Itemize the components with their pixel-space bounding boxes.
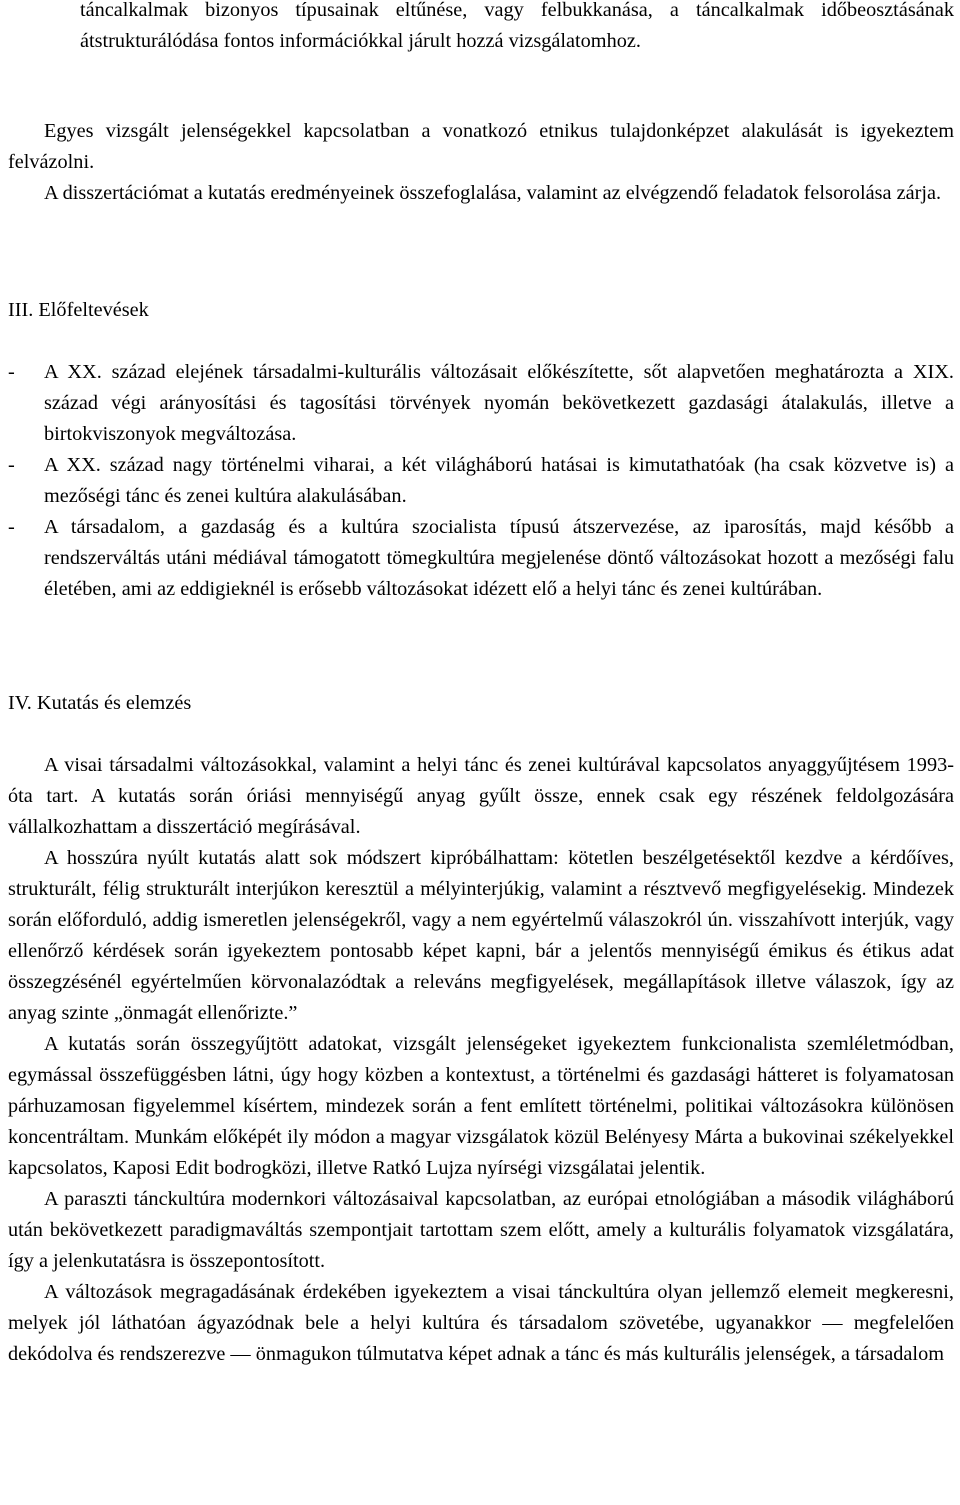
list-item — [8, 357, 954, 450]
intro-continuation-block — [80, 0, 954, 57]
list-item — [8, 450, 954, 512]
body-paragraph: A változások megragadásának érdekében igyekeztem a visai tánckultúra olyan jellemző elemeit megkeresni, melyek jól láthatóan ágyazódnak bele a helyi kultúra és társadalom szövetébe, ugyanakkor — megfelelően dekódolva és rendszerezve — önmagukon túlmutatva képet adnak a tánc és más kulturális jelenségek, a társadalom — [8, 1281, 954, 1365]
bullet-dash: - — [8, 454, 15, 476]
assumptions-list — [8, 357, 954, 605]
list-item-text: A társadalom, a gazdaság és a kultúra szocialista típusú átszervezése, az iparosítás, majd később a rendszerváltás utáni médiával támogatott tömegkultúra megjelenése döntő változásokat hozott a mezőségi falu életében, ami az eddigieknél is erősebb változásokat idézett elő a helyi tánc és zenei kultúrában. — [44, 516, 954, 600]
body-paragraph: A kutatás során összegyűjtött adatokat, vizsgált jelenségeket igyekeztem funkcionalista szemléletmódban, egymással összefüggésben látni, úgy hogy közben a kontextust, a történelmi és gazdasági hátteret is folyamatosan párhuzamosan figyelemmel kísértem, mindezek során a fent említett történelmi, politikai változásokra különösen koncentráltam. Munkám előképét ily módon a magyar vizsgálatok közül Belényesy Márta a bukovinai székelyekkel kapcsolatos, Kaposi Edit bodrogközi, illetve Ratkó Lujza nyírségi vizsgálatai jelentik. — [8, 1033, 954, 1179]
section-3-heading: III. Előfeltevések — [8, 299, 149, 321]
bullet-dash: - — [8, 516, 15, 538]
intro-continuation-text: táncalkalmak bizonyos típusainak eltűnése, vagy felbukkanása, a táncalkalmak időbeosztásának átstrukturálódása fontos információkkal járult hozzá vizsgálatomhoz. — [80, 0, 954, 52]
list-item-text: A XX. század elejének társadalmi-kulturális változásait előkészítette, sőt alapvetően meghatározta a XIX. század végi arányosítási és tagosítási törvények nyomán bekövetkezett gazdasági átalakulás, illetve a birtokviszonyok megváltozása. — [44, 361, 954, 445]
body-paragraph: A visai társadalmi változásokkal, valamint a helyi tánc és zenei kultúrával kapcsolatos anyaggyűjtésem 1993-óta tart. A kutatás során óriási mennyiségű anyag gyűlt össze, ennek csak egy részének feldolgozására vállalkozhattam a disszertáció megírásával. — [8, 754, 954, 838]
body-paragraph: A hosszúra nyúlt kutatás alatt sok módszert kipróbálhattam: kötetlen beszélgetésektől kezdve a kérdőíves, strukturált, félig strukturált interjúkon keresztül a mélyinterjúkig, valamint a résztvevő megfigyelésekig. Mindezek során előforduló, addig ismeretlen jelenségekről, vagy a nem egyértelmű válaszokról ún. visszahívott interjúk, vagy ellenőrző kérdések során igyekeztem pontosabb képet kapni, bár a jelentős mennyiségű émikus és étikus adat összegzésénél egyértelműen körvonalazódtak a releváns megfigyelések, megállapítások illetve válaszok, így az anyag szinte „önmagát ellenőrizte.” — [8, 847, 954, 1024]
intro-paragraph: Egyes vizsgált jelenségekkel kapcsolatban a vonatkozó etnikus tulajdonképzet alakulását is igyekeztem felvázolni. — [8, 120, 954, 173]
body-paragraph: A paraszti tánckultúra modernkori változásaival kapcsolatban, az európai etnológiában a második világháború után bekövetkezett paradigmaváltás szempontjait tartottam szem előtt, amely a kulturális folyamatok vizsgálatára, így a jelenkutatásra is összepontosított. — [8, 1188, 954, 1272]
bullet-dash: - — [8, 361, 15, 383]
list-item — [8, 512, 954, 605]
intro-paragraph: A disszertációmat a kutatás eredményeinek összefoglalása, valamint az elvégzendő feladatok felsorolása zárja. — [44, 182, 942, 204]
list-item-text: A XX. század nagy történelmi viharai, a két világháború hatásai is kimutathatóak (ha csak közvetve is) a mezőségi tánc és zenei kultúra alakulásában. — [44, 454, 954, 507]
intro-paragraphs-block — [8, 116, 954, 209]
section-4-heading: IV. Kutatás és elemzés — [8, 692, 192, 714]
section-4-body — [8, 750, 954, 1370]
